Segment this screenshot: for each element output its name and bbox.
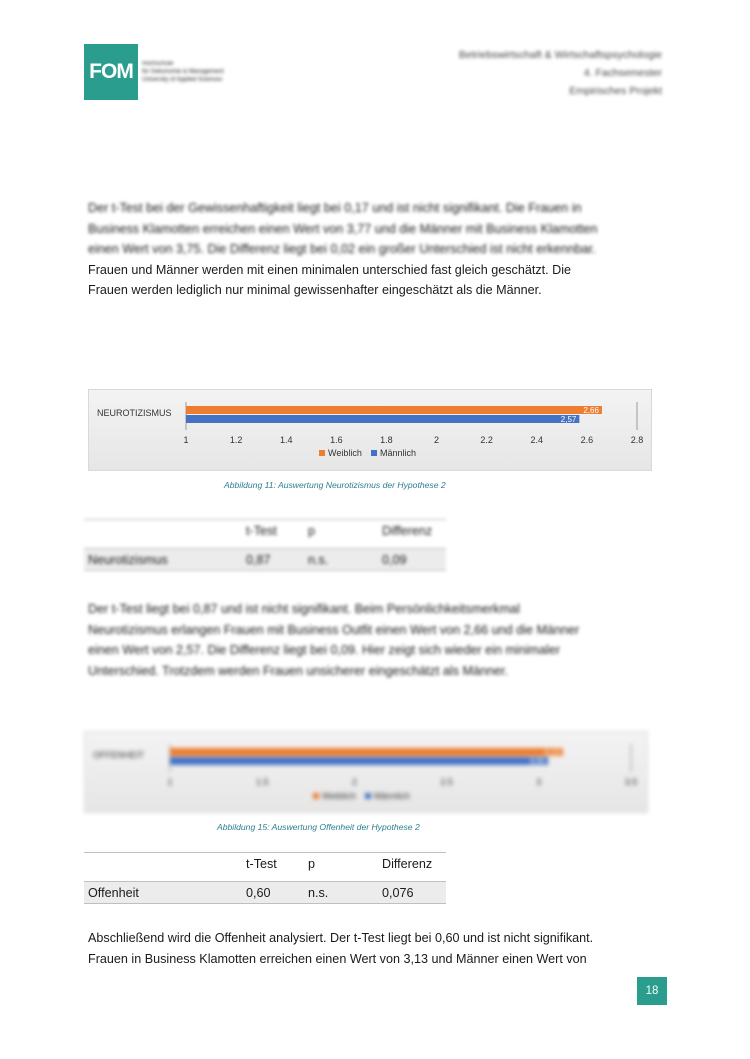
data-label: 2,57 bbox=[560, 415, 577, 424]
logo-line: für Oekonomie & Management bbox=[142, 69, 224, 75]
data-label: 2,66 bbox=[583, 406, 599, 415]
x-tick-label: 3.5 bbox=[624, 777, 638, 787]
x-tick-label: 1 bbox=[183, 435, 189, 445]
row-label: Neurotizismus bbox=[88, 553, 168, 567]
figure-caption: Abbildung 11: Auswertung Neurotizismus der Hypothese 2 bbox=[224, 480, 446, 490]
x-tick-label: 1.2 bbox=[229, 435, 243, 445]
x-tick-label: 1.4 bbox=[279, 435, 293, 445]
row-label: Offenheit bbox=[88, 886, 139, 900]
header-p: p bbox=[308, 857, 316, 871]
table-offenheit bbox=[84, 852, 446, 904]
text-line: Unterschied. Trotzdem werden Frauen unsicherer eingeschätzt als Männer. bbox=[88, 663, 509, 678]
x-tick-label: 1.6 bbox=[330, 435, 343, 445]
chart-neurotizismus bbox=[88, 389, 652, 471]
legend-swatch bbox=[313, 793, 319, 799]
category-label: NEUROTIZISMUS bbox=[97, 408, 172, 418]
data-label: 3,05 bbox=[529, 757, 546, 766]
page-number: 18 bbox=[637, 977, 667, 1005]
x-tick-label: 2.8 bbox=[630, 435, 644, 445]
x-tick-label: 1 bbox=[167, 777, 173, 787]
legend-entry: Weiblich bbox=[328, 448, 362, 458]
bar-weiblich bbox=[170, 748, 563, 756]
header-course-info bbox=[459, 46, 662, 100]
x-tick-label: 2.5 bbox=[440, 777, 453, 787]
header-line: 4. Fachsemester bbox=[583, 67, 662, 79]
header-t-test: t-Test bbox=[246, 524, 277, 538]
header-line: Betriebswirtschaft & Wirtschaftspsychologie bbox=[458, 49, 662, 61]
text-line: Frauen und Männer werden mit einen minimalen unterschied fast gleich geschätzt. Die bbox=[88, 262, 572, 277]
table-header bbox=[84, 519, 446, 548]
x-tick-label: 2 bbox=[434, 435, 440, 445]
x-tick-label: 1.8 bbox=[380, 435, 393, 445]
paragraph-gewissenhaftigkeit bbox=[88, 198, 663, 301]
logo-line: University of Applied Sciences bbox=[142, 77, 223, 83]
table-row bbox=[84, 881, 446, 904]
table-row bbox=[84, 548, 446, 571]
legend-entry: Weiblich bbox=[322, 791, 356, 801]
bar-männlich bbox=[170, 757, 548, 765]
fom-logo: FOM bbox=[84, 44, 138, 100]
chart-offenheit bbox=[84, 731, 648, 813]
text-line: Der t-Test bei der Gewissenhaftigkeit liegt bei 0,17 und ist nicht signifikant. Die Frauen in bbox=[88, 201, 582, 215]
x-tick-label: 2.2 bbox=[480, 435, 493, 445]
legend-swatch bbox=[319, 450, 325, 456]
table-neurotizismus bbox=[84, 519, 446, 571]
table-header bbox=[84, 852, 446, 881]
text-line: Abschließend wird die Offenheit analysiert. Der t-Test liegt bei 0,60 und ist nicht signifikant. bbox=[88, 931, 594, 945]
value-differenz: 0,09 bbox=[382, 553, 407, 567]
header-t-test: t-Test bbox=[246, 857, 277, 871]
value-p: n.s. bbox=[308, 553, 329, 567]
category-label: OFFENHEIT bbox=[93, 750, 144, 760]
x-tick-label: 2 bbox=[351, 777, 357, 787]
text-line: Business Klamotten erreichen einen Wert von 3,77 und die Männer mit Business Klamotten bbox=[88, 221, 598, 236]
text-line: einen Wert von 2,57. Die Differenz liegt bei 0,09. Hier zeigt sich wieder ein minimaler bbox=[88, 643, 561, 657]
legend-entry: Männlich bbox=[374, 791, 411, 801]
legend-swatch bbox=[365, 793, 371, 799]
x-tick-label: 1.5 bbox=[255, 777, 269, 787]
chart-neurotizismus-svg bbox=[89, 390, 651, 470]
header-differenz: Differenz bbox=[382, 524, 433, 538]
value-t-test: 0,87 bbox=[246, 553, 271, 567]
text-line: Neurotizismus erlangen Frauen mit Business Outfit einen Wert von 2,66 und die Männer bbox=[88, 622, 580, 637]
logo-line: Hochschule bbox=[142, 61, 174, 67]
legend-swatch bbox=[371, 450, 377, 456]
text-line: Frauen in Business Klamotten erreichen einen Wert von 3,13 und Männer einen Wert von bbox=[88, 951, 587, 966]
paragraph-neurotizismus bbox=[88, 599, 663, 681]
data-label: 3,13 bbox=[544, 748, 560, 757]
header-differenz: Differenz bbox=[382, 857, 433, 871]
logo-subtitle bbox=[142, 60, 224, 84]
value-p: n.s. bbox=[308, 886, 329, 900]
text-line: einen Wert von 3,75. Die Differenz liegt bei 0,02 ein großer Unterschied ist nicht erkennbar. bbox=[88, 242, 596, 256]
text-line: Der t-Test liegt bei 0,87 und ist nicht signifikant. Beim Persönlichkeitsmerkmal bbox=[88, 602, 520, 616]
legend-entry: Männlich bbox=[380, 448, 417, 458]
x-tick-label: 3 bbox=[536, 777, 542, 787]
header-p: p bbox=[308, 524, 316, 538]
x-tick-label: 2.6 bbox=[580, 435, 594, 445]
header-line: Empirisches Projekt bbox=[569, 85, 662, 97]
chart-offenheit-svg bbox=[85, 732, 647, 812]
bar-weiblich bbox=[186, 406, 602, 414]
figure-caption: Abbildung 15: Auswertung Offenheit der Hypothese 2 bbox=[217, 822, 420, 832]
bar-männlich bbox=[186, 415, 579, 423]
text-line: Frauen werden lediglich nur minimal gewissenhafter eingeschätzt als die Männer. bbox=[88, 283, 542, 297]
paragraph-offenheit bbox=[88, 928, 663, 969]
value-t-test: 0,60 bbox=[246, 886, 271, 900]
x-tick-label: 2.4 bbox=[530, 435, 544, 445]
value-differenz: 0,076 bbox=[382, 886, 414, 900]
